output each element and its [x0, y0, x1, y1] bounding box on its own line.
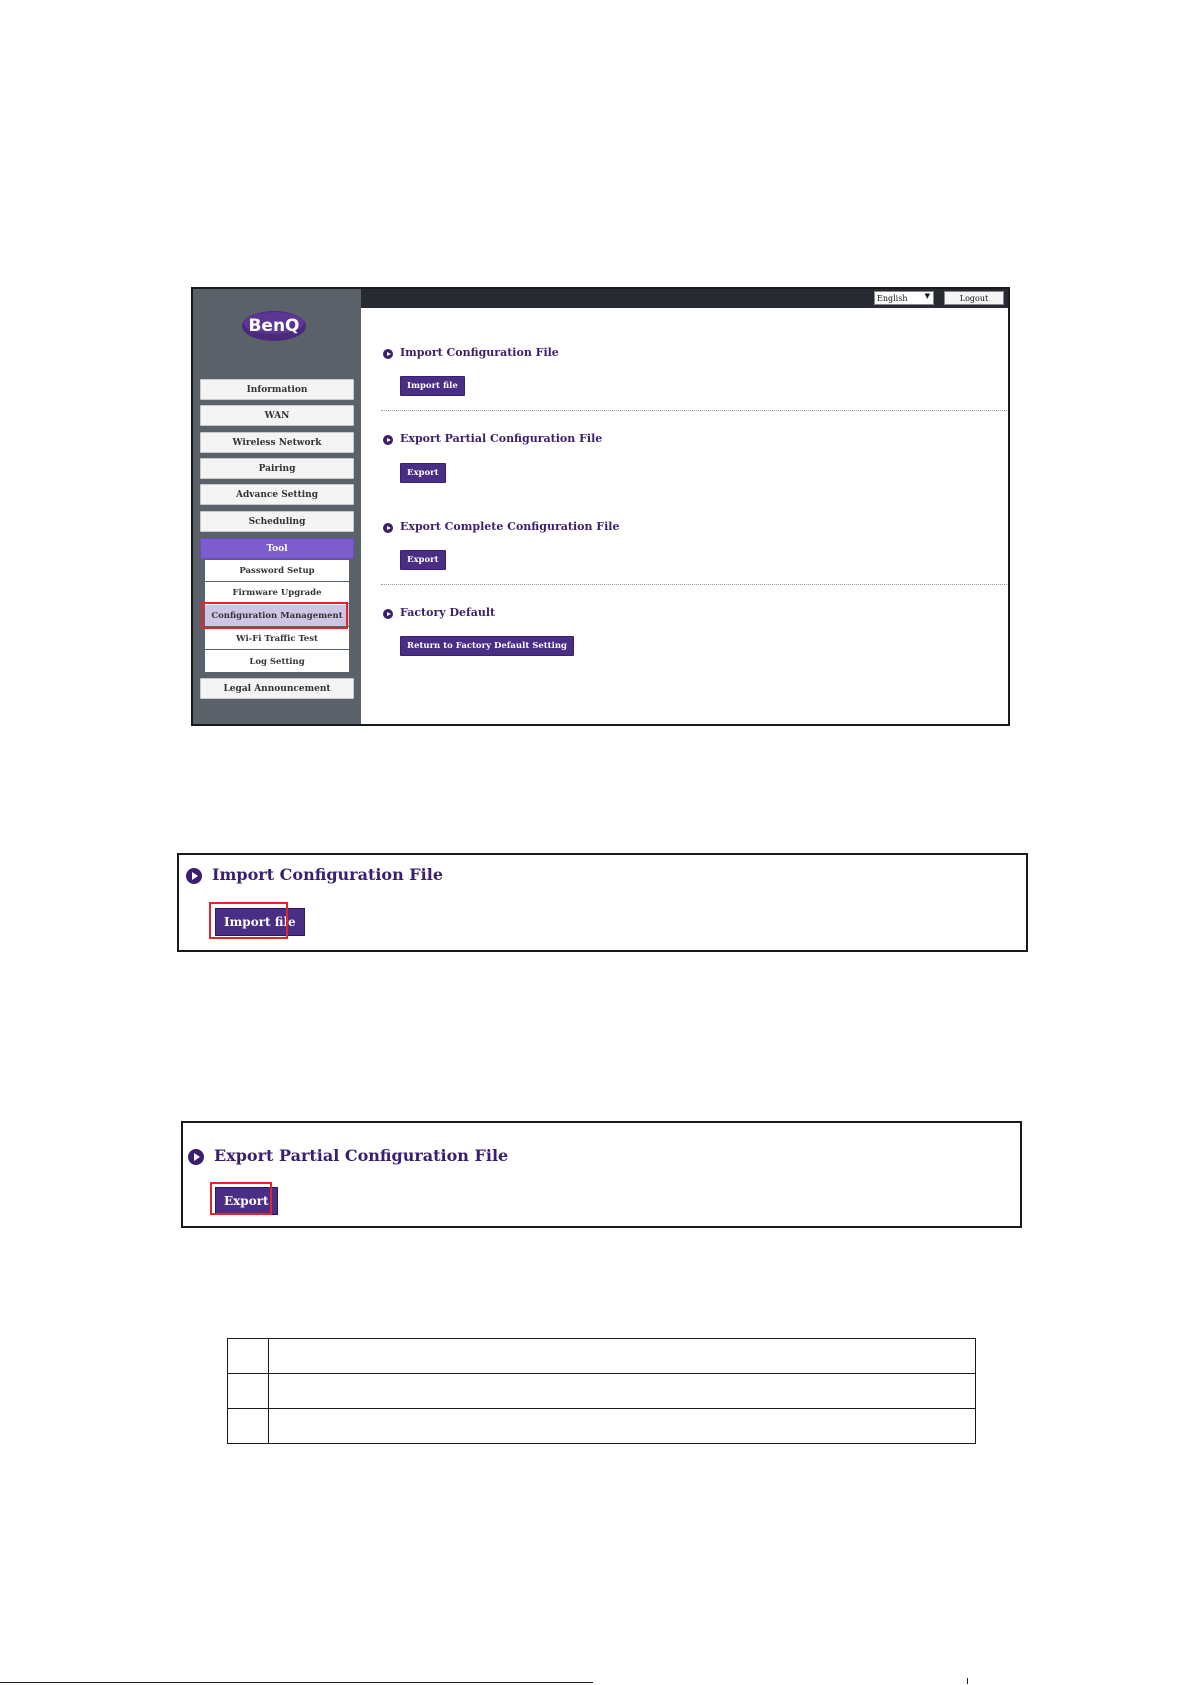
sidebar-item-information[interactable]: Information: [200, 379, 354, 400]
section-title-export-partial: Export Partial Configuration File: [400, 432, 603, 445]
section-divider: [381, 584, 1009, 585]
submenu-item-configuration-management[interactable]: Configuration Management: [205, 605, 349, 627]
section-bullet-icon: [188, 1149, 204, 1165]
submenu-item-wifi-traffic-test[interactable]: Wi-Fi Traffic Test: [205, 628, 349, 650]
section-bullet-icon: [383, 349, 393, 359]
table-row: [228, 1339, 976, 1374]
logo-text: BenQ: [248, 316, 300, 336]
benq-logo: [240, 308, 308, 344]
language-value: English: [877, 293, 908, 303]
footer-rule: [0, 1682, 593, 1683]
highlight-box-import-file: [209, 902, 288, 939]
section-title-import: Import Configuration File: [400, 346, 559, 359]
import-file-button[interactable]: Import file: [400, 376, 465, 396]
section-title-factory-default: Factory Default: [400, 606, 496, 619]
section-divider: [381, 410, 1009, 411]
sidebar-item-wireless-network[interactable]: Wireless Network: [200, 432, 354, 453]
dropdown-arrow-icon: ▼: [924, 292, 930, 300]
language-select[interactable]: [874, 291, 934, 305]
submenu-item-log-setting[interactable]: Log Setting: [205, 651, 349, 673]
callout-import-file-button[interactable]: Import file: [215, 908, 305, 936]
submenu-item-firmware-upgrade[interactable]: Firmware Upgrade: [205, 582, 349, 604]
table-cell: [228, 1339, 269, 1374]
section-bullet-icon: [383, 523, 393, 533]
sidebar-item-legal-announcement[interactable]: Legal Announcement: [200, 678, 354, 699]
logout-button[interactable]: Logout: [944, 291, 1004, 305]
table-cell: [228, 1409, 269, 1444]
table-row: [228, 1409, 976, 1444]
sidebar-item-advance-setting[interactable]: Advance Setting: [200, 484, 354, 505]
callout-export-partial: [181, 1121, 1022, 1228]
callout-export-button[interactable]: Export: [215, 1187, 278, 1215]
export-partial-button[interactable]: Export: [400, 463, 446, 483]
sidebar-item-tool[interactable]: Tool: [200, 538, 354, 559]
section-bullet-icon: [383, 609, 393, 619]
table-cell: [269, 1339, 976, 1374]
sidebar-item-scheduling[interactable]: Scheduling: [200, 511, 354, 532]
section-bullet-icon: [186, 868, 202, 884]
sidebar: [193, 289, 361, 724]
submenu-item-password-setup[interactable]: Password Setup: [205, 560, 349, 582]
callout-title-import: Import Configuration File: [212, 865, 443, 884]
table-cell: [228, 1374, 269, 1409]
section-title-export-complete: Export Complete Configuration File: [400, 520, 620, 533]
notes-table: [227, 1338, 976, 1444]
callout-import-configuration: [177, 853, 1028, 952]
sidebar-item-pairing[interactable]: Pairing: [200, 458, 354, 479]
table-cell: [269, 1374, 976, 1409]
highlight-box-configuration-management: [201, 602, 348, 629]
highlight-box-export: [210, 1182, 272, 1215]
export-complete-button[interactable]: Export: [400, 550, 446, 570]
table-cell: [269, 1409, 976, 1444]
callout-title-export-partial: Export Partial Configuration File: [214, 1146, 509, 1165]
factory-default-button[interactable]: Return to Factory Default Setting: [400, 636, 574, 656]
sidebar-item-wan[interactable]: WAN: [200, 405, 354, 426]
table-row: [228, 1374, 976, 1409]
footer-mark: [967, 1678, 968, 1684]
router-ui-screenshot: [191, 287, 1010, 726]
section-bullet-icon: [383, 435, 393, 445]
